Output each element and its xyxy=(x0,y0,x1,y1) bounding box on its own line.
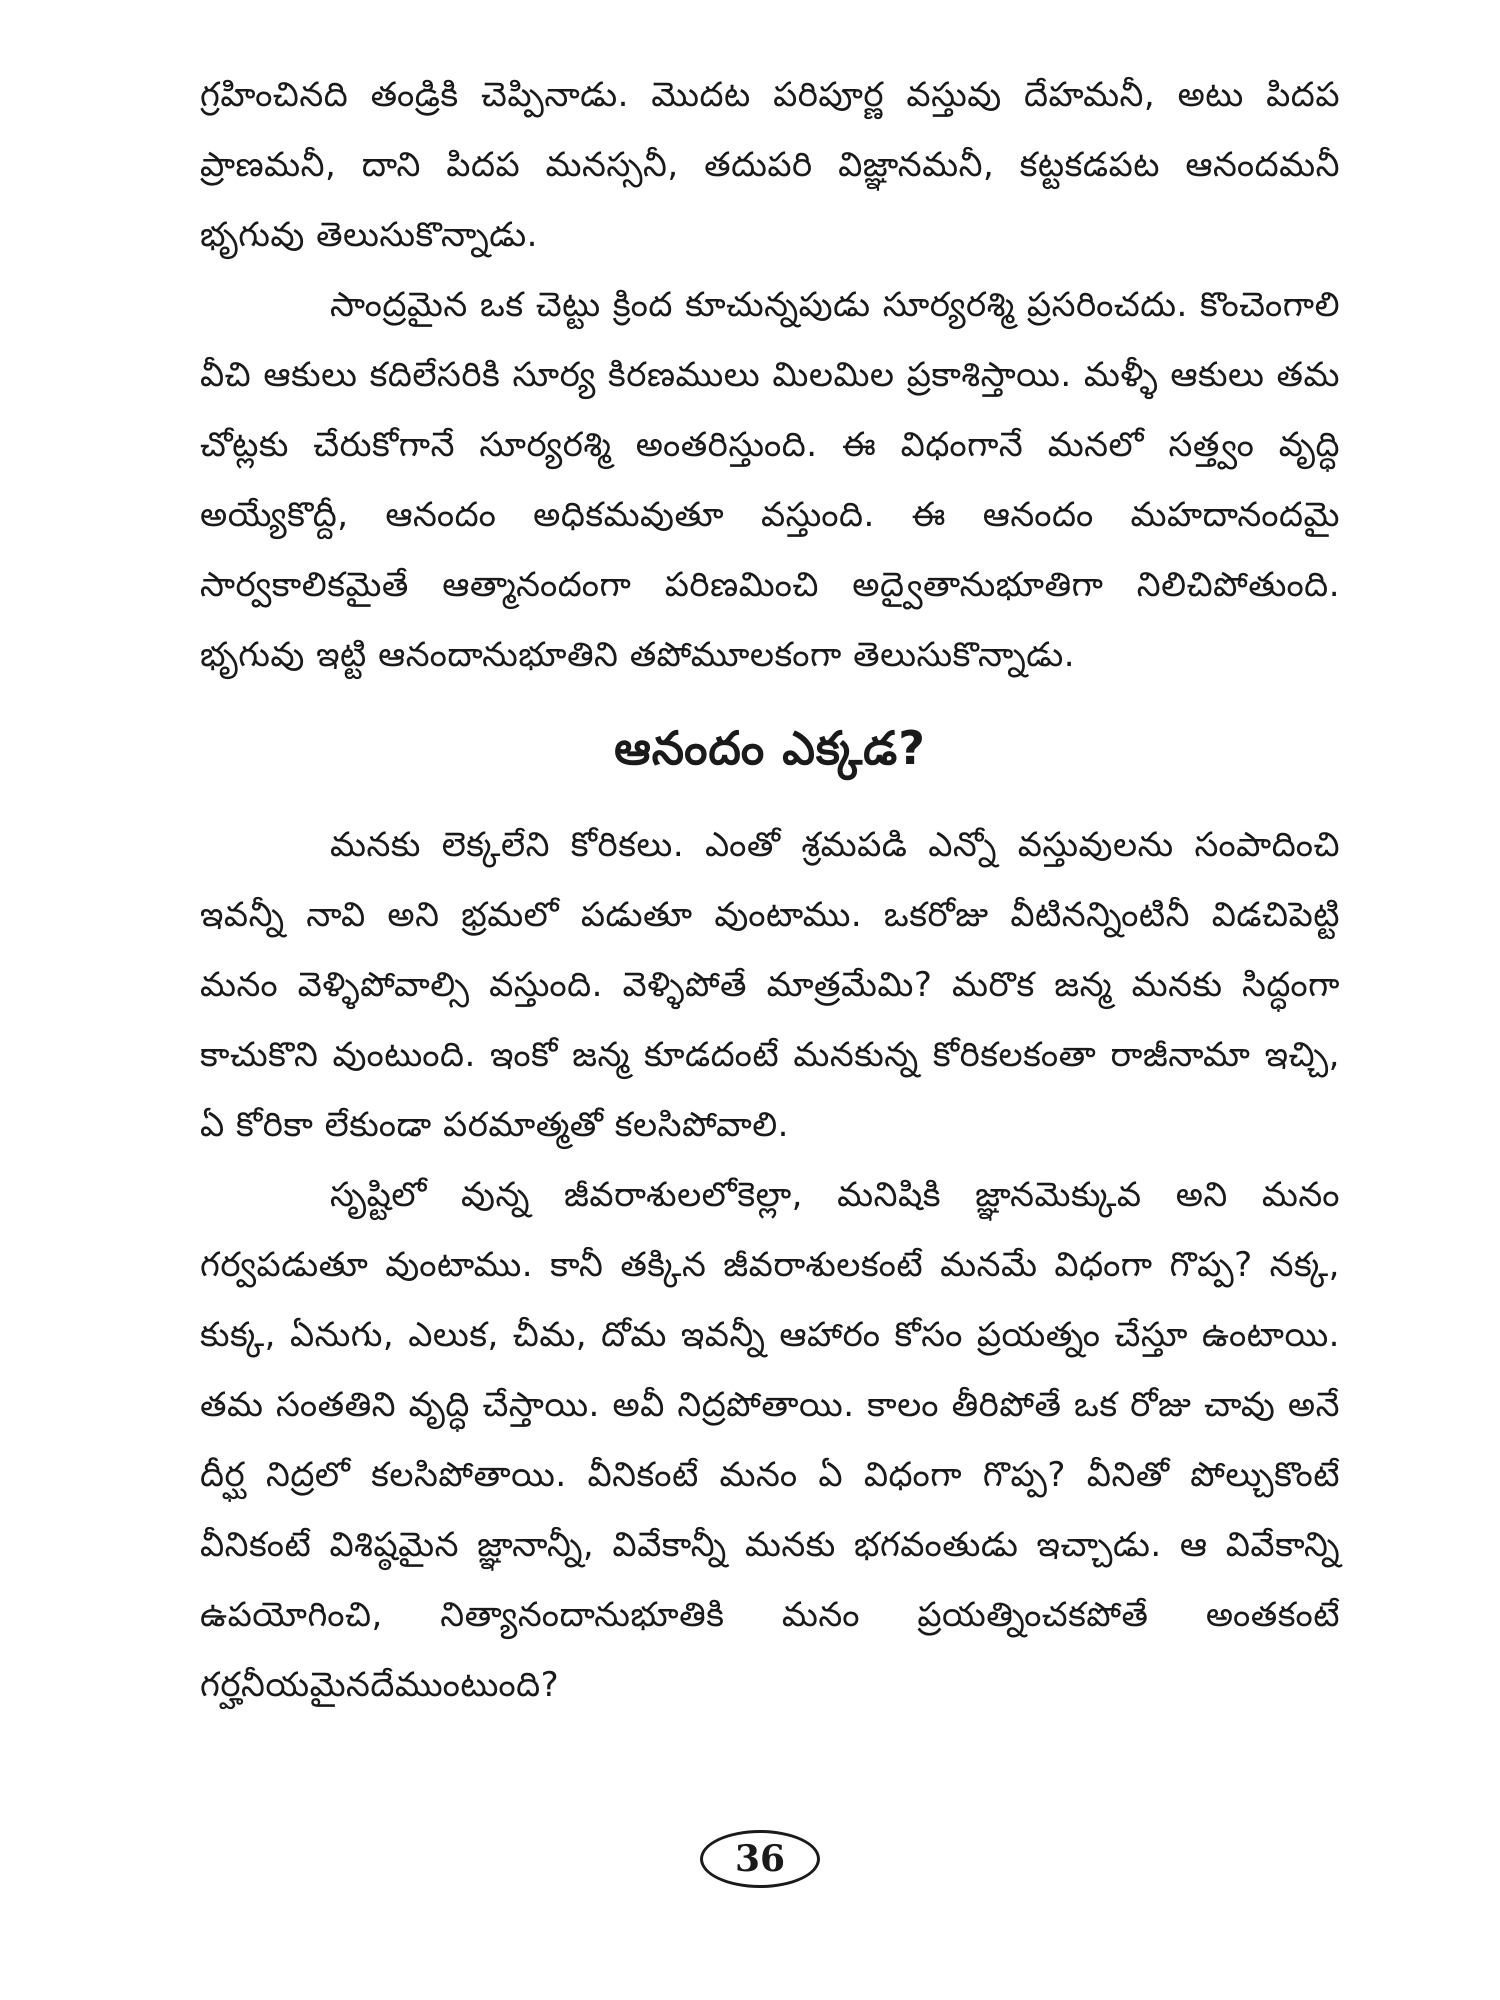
intro-paragraph-1: గ్రహించినది తండ్రికి చెప్పినాడు. మొదట పరిపూర్ణ వస్తువు దేహమనీ, అటు పిదప ప్రాణమనీ, దాని పిదప మనస్సనీ, తదుపరి విజ్ఞానమనీ, కట్టకడపట ఆనందమనీ భృగువు తెలుసుకొన్నాడు. xyxy=(200,75,1340,255)
section-heading: ఆనందం ఎక్కడ? xyxy=(614,721,926,775)
intro-paragraph-2: సాంద్రమైన ఒక చెట్టు క్రింద కూచున్నపుడు సూర్యరశ్మి ప్రసరించదు. కొంచెంగాలి వీచి ఆకులు కదిలేసరికి సూర్య కిరణములు మిలమిల ప్రకాశిస్తాయి. మళ్ళీ ఆకులు తమ చోట్లకు చేరుకోగానే సూర్యరశ్మి అంతరిస్తుంది. ఈ విధంగానే మనలో సత్త్వం వృద్ధి అయ్యేకొద్దీ, ఆనందం అధికమవుతూ వస్తుంది. ఈ ఆనందం మహదానందమై సార్వకాలికమైతే ఆత్మానందంగా పరిణమించి అద్వైతానుభూతిగా నిలిచిపోతుంది. భృగువు ఇట్టి ఆనందానుభూతిని తపోమూలకంగా తెలుసుకొన్నాడు. xyxy=(200,285,1340,675)
page-number: 36 xyxy=(700,1830,820,1888)
section-paragraph-2: సృష్టిలో వున్న జీవరాశులలోకెల్లా, మనిషికి జ్ఞానమెక్కువ అని మనం గర్వపడుతూ వుంటాము. కానీ తక్కిన జీవరాశులకంటే మనమే విధంగా గొప్ప? నక్క, కుక్క, ఏనుగు, ఎలుక, చీమ, దోమ ఇవన్నీ ఆహారం కోసం ప్రయత్నం చేస్తూ ఉంటాయి. తమ సంతతిని వృద్ధి చేస్తాయి. అవీ నిద్రపోతాయి. కాలం తీరిపోతే ఒక రోజు చావు అనే దీర్ఘ నిద్రలో కలసిపోతాయి. వీనికంటే మనం ఏ విధంగా గొప్ప? వీనితో పోల్చుకొంటే వీనికంటే విశిష్ఠమైన జ్ఞానాన్నీ, వివేకాన్నీ మనకు భగవంతుడు ఇచ్చాడు. ఆ వివేకాన్ని ఉపయోగించి, నిత్యానందానుభూతికి మనం ప్రయత్నించకపోతే అంతకంటే గర్హనీయమైనదేముంటుంది? xyxy=(200,1175,1340,1705)
section-paragraph-1: మనకు లెక్కలేని కోరికలు. ఎంతో శ్రమపడి ఎన్నో వస్తువులను సంపాదించి ఇవన్నీ నావి అని భ్రమలో పడుతూ వుంటాము. ఒకరోజు వీటినన్నింటినీ విడచిపెట్టి మనం వెళ్ళిపోవాల్సి వస్తుంది. వెళ్ళిపోతే మాత్రమేమి? మరొక జన్మ మనకు సిద్ధంగా కాచుకొని వుంటుంది. ఇంకో జన్మ కూడదంటే మనకున్న కోరికలకంతా రాజీనామా ఇచ్చి, ఏ కోరికా లేకుండా పరమాత్మతో కలసిపోవాలి. xyxy=(200,825,1340,1145)
page-body xyxy=(200,60,1340,1720)
